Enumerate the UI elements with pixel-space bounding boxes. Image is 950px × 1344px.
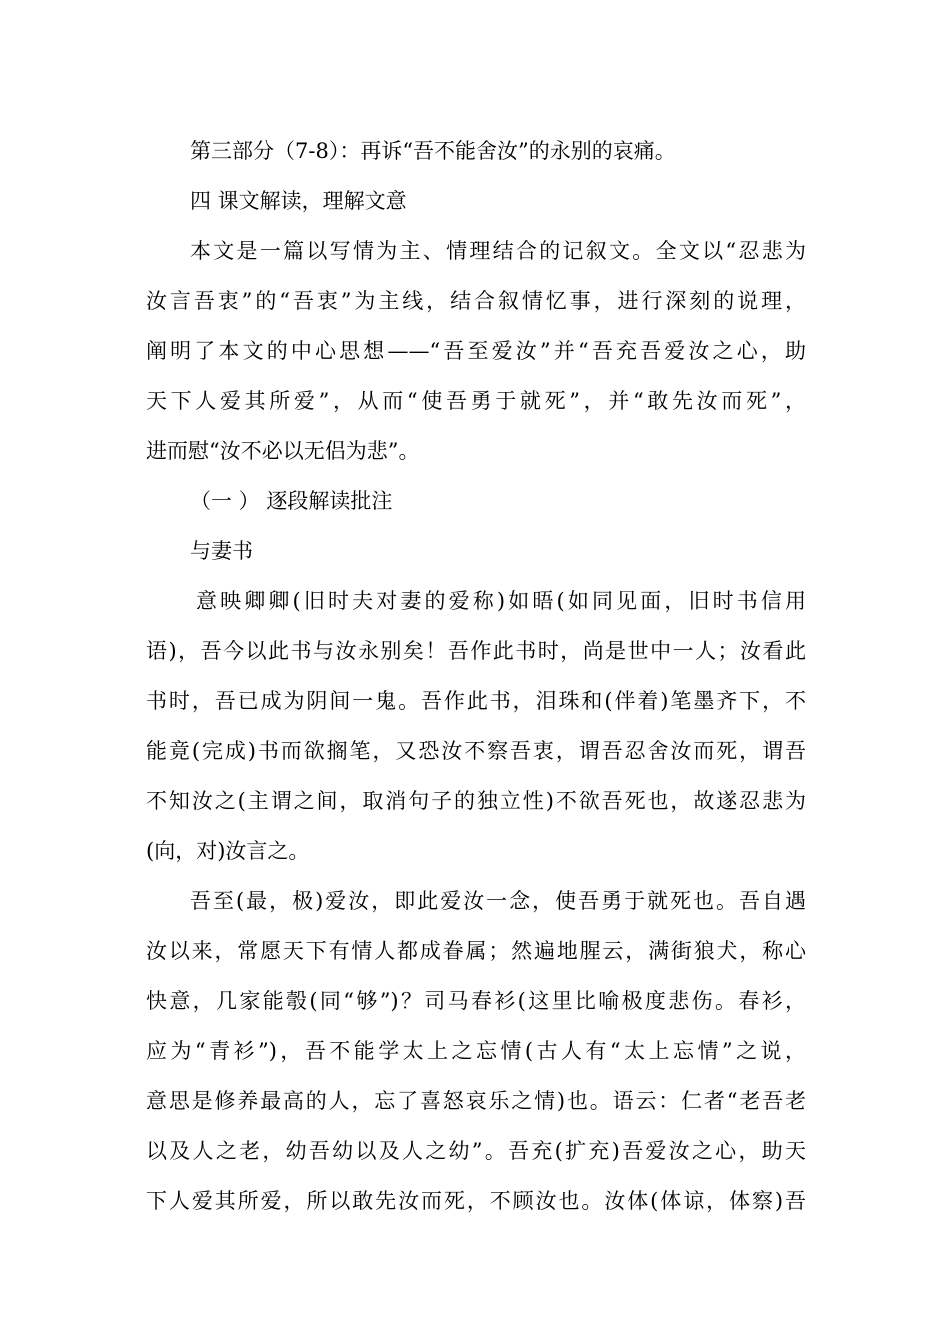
paragraph1-line-2: 语)，吾今以此书与汝永别矣！吾作此书时，尚是世中一人；汝看此	[146, 639, 806, 663]
subheading-annotation: （一 ） 逐段解读批注	[190, 489, 393, 513]
paragraph2-line-5: 意思是修养最高的人，忘了喜怒哀乐之情)也。语云：仁者“老吾老	[146, 1089, 806, 1113]
paragraph1-line-1: 意映卿卿(旧时夫对妻的爱称)如晤(如同见面，旧时书信用	[196, 589, 806, 613]
summary-line-5: 进而慰“汝不必以无侣为悲”。	[146, 439, 420, 463]
section-heading-four: 四 课文解读，理解文意	[190, 189, 407, 213]
paragraph1-line-5: 不知汝之(主谓之间，取消句子的独立性)不欲吾死也，故遂忍悲为	[146, 789, 806, 813]
paragraph1-line-6: (向，对)汝言之。	[146, 839, 310, 863]
text-title: 与妻书	[190, 539, 253, 563]
paragraph1-line-4: 能竟(完成)书而欲搁笔，又恐汝不察吾衷，谓吾忍舍汝而死，谓吾	[146, 739, 806, 763]
summary-line-4: 天下人爱其所爱”，从而“使吾勇于就死”，并“敢先汝而死”，	[146, 389, 806, 413]
paragraph2-line-3: 快意，几家能彀(同“够”)？司马春衫(这里比喻极度悲伤。春衫，	[146, 989, 806, 1013]
outline-part-three: 第三部分（7-8）：再诉“吾不能舍汝”的永别的哀痛。	[190, 139, 676, 163]
paragraph2-line-1: 吾至(最，极)爱汝，即此爱汝一念，使吾勇于就死也。吾自遇	[190, 889, 806, 913]
paragraph2-line-4: 应为“青衫”)，吾不能学太上之忘情(古人有“太上忘情”之说，	[146, 1039, 806, 1063]
paragraph1-line-3: 书时，吾已成为阴间一鬼。吾作此书，泪珠和(伴着)笔墨齐下，不	[146, 689, 806, 713]
summary-line-2: 汝言吾衷”的“吾衷”为主线，结合叙情忆事，进行深刻的说理，	[146, 289, 806, 313]
paragraph2-line-7: 下人爱其所爱，所以敢先汝而死，不顾汝也。汝体(体谅，体察)吾	[146, 1189, 806, 1213]
summary-line-1: 本文是一篇以写情为主、情理结合的记叙文。全文以“忍悲为	[190, 239, 806, 263]
paragraph2-line-2: 汝以来，常愿天下有情人都成眷属；然遍地腥云，满街狼犬，称心	[146, 939, 806, 963]
paragraph2-line-6: 以及人之老，幼吾幼以及人之幼”。吾充(扩充)吾爱汝之心，助天	[146, 1139, 806, 1163]
summary-line-3: 阐明了本文的中心思想——“吾至爱汝”并“吾充吾爱汝之心，助	[146, 339, 806, 363]
